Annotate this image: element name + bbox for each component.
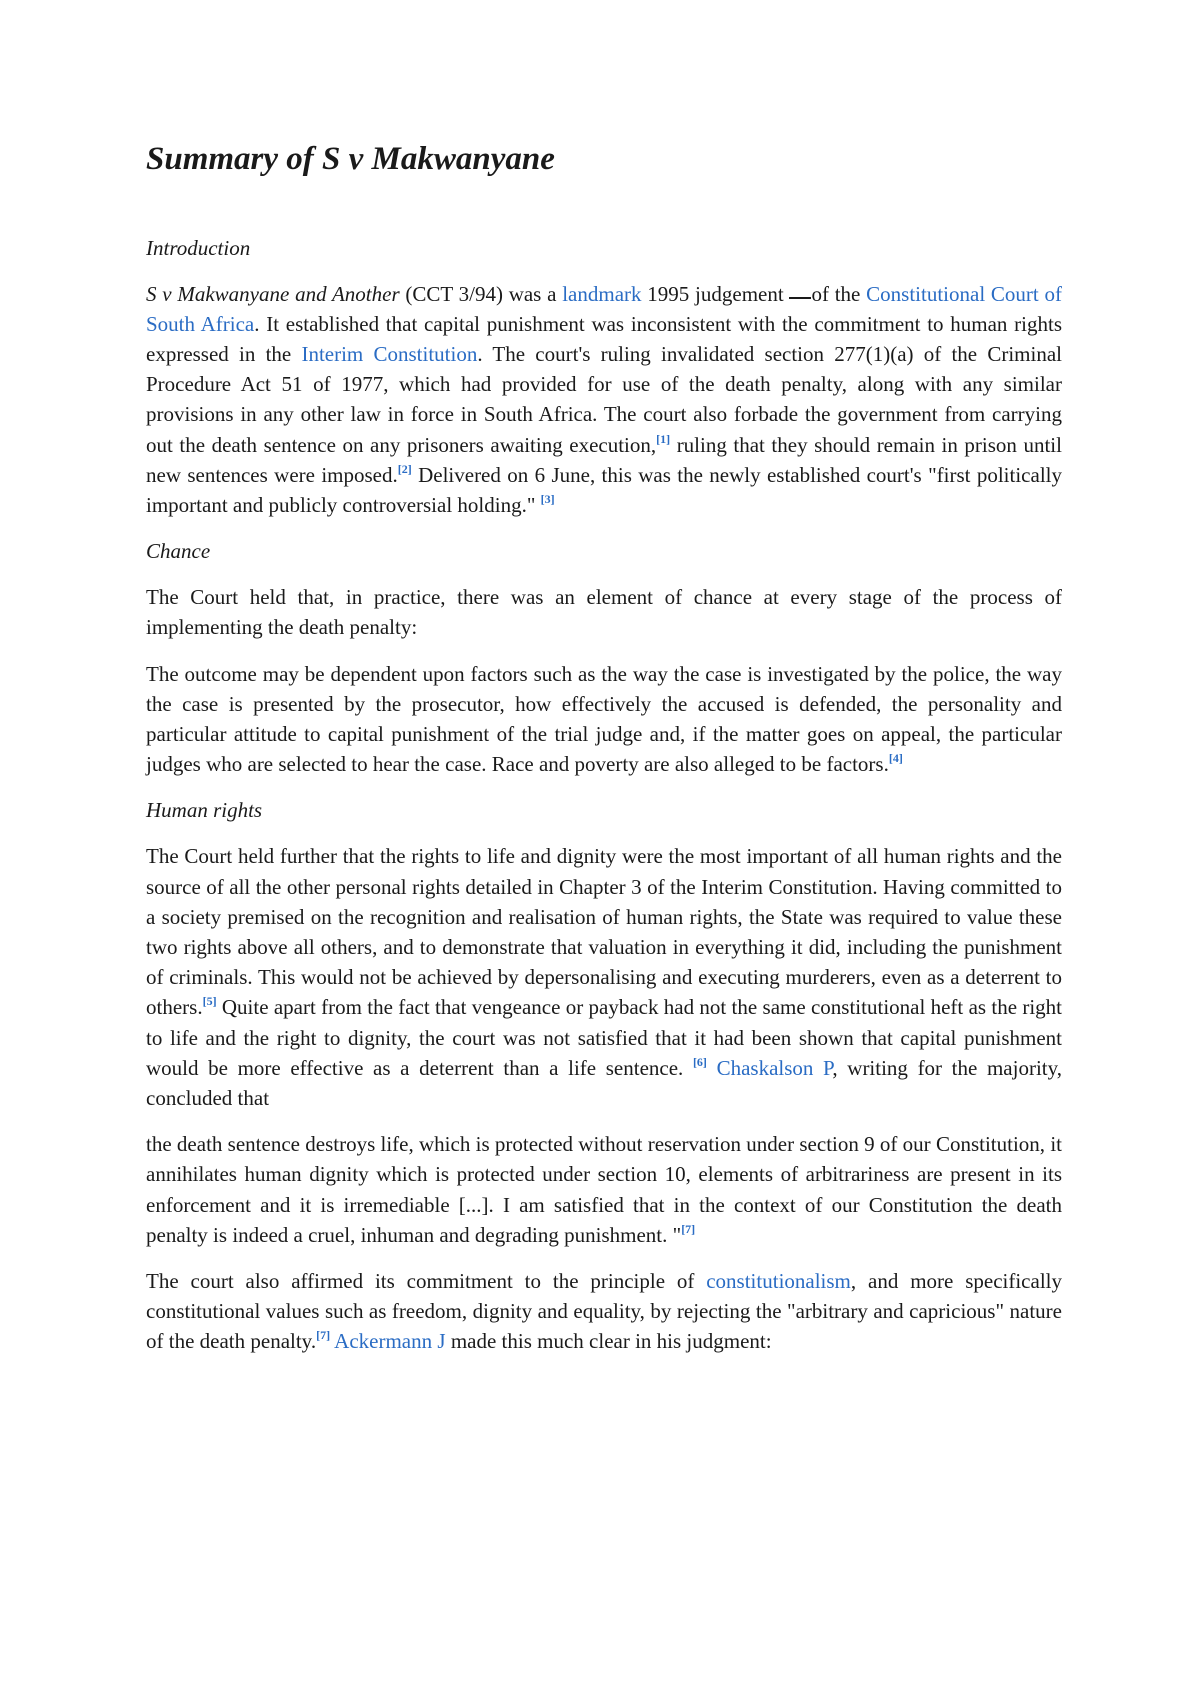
underline-mark <box>789 297 811 299</box>
hr-text-f: made this much clear in his judgment: <box>445 1329 772 1354</box>
chaskalson-quote: the death sentence destroys life, which is protected without reservation under section 9 of our Constitution, it annihilates human dignity which is protected under section 10, elements of arbitrariness are present in its enforcement and it is irremediable [...]. I am satisfied that in the context of our Constitution the death penalty is indeed a cruel, inhuman and degrading punishment. " <box>146 1132 1062 1247</box>
heading-human-rights: Human rights <box>146 798 263 823</box>
ref-6[interactable]: [6] <box>692 1054 707 1069</box>
heading-introduction: Introduction <box>146 235 251 260</box>
intro-text-7: Delivered on 6 June, this was the newly established court's "first politically important and publicly controversial holding." <box>146 462 1062 518</box>
ref-7b[interactable]: [7] <box>316 1328 331 1343</box>
document-title: Summary of S v Makwanyane <box>146 141 555 177</box>
hr-text-a: The Court held further that the rights to life and dignity were the most important of all human rights and the source of all the other personal rights detailed in Chapter 3 of the Interim Constitution. Having committed to a society premised on the recognition and realisation of human rights, the State was required to value these two rights above all others, and to demonstrate that valuation in everything it did, including the punishment of criminals. This would not be achieved by depersonalising and executing murderers, even as a deterrent to others. <box>146 844 1062 1020</box>
heading-chance: Chance <box>146 539 211 564</box>
chance-paragraph-2 <box>146 659 1062 780</box>
human-rights-paragraph-3 <box>146 1266 1062 1357</box>
ref-5[interactable]: [5] <box>202 994 217 1009</box>
ref-3[interactable]: [3] <box>540 492 555 507</box>
intro-paragraph <box>146 279 1062 521</box>
link-chaskalson[interactable]: Chaskalson P <box>716 1055 833 1080</box>
ref-4[interactable]: [4] <box>888 751 903 766</box>
link-ackermann[interactable]: Ackermann J <box>334 1329 446 1354</box>
human-rights-quote <box>146 1129 1062 1250</box>
chance-paragraph-1: The Court held that, in practice, there was an element of chance at every stage of the process of implementing the death penalty: <box>146 585 1062 640</box>
hr-text-b: Quite apart from the fact that vengeance or payback had not the same constitutional heft as the right to life and the right to dignity, the court was not satisfied that it had been shown that capital punishment would be more effective as a deterrent than a life sentence. <box>146 995 1062 1080</box>
link-interim-constitution[interactable]: Interim Constitution <box>301 342 478 366</box>
hr-text-c: , writing for the majority, concluded that <box>146 1055 1063 1111</box>
ref-7a[interactable]: [7] <box>681 1221 696 1236</box>
intro-text-6: ruling that they should remain in prison until new sentences were imposed. <box>146 432 1062 487</box>
intro-text-3: of the <box>811 281 867 306</box>
human-rights-paragraph-1 <box>146 841 1062 1113</box>
intro-text-4: . It established that capital punishment was inconsistent with the commitment to human rights expressed in the <box>146 311 1062 366</box>
intro-text-5: . The court's ruling invalidated section 277(1)(a) of the Criminal Procedure Act 51 of 1977, which had provided for use of the death penalty, along with any similar provisions in any other law in force in South Africa. The court also forbade the government from carrying out the death sentence on any prisoners awaiting execution, <box>146 342 1062 457</box>
document-page <box>146 140 1062 1373</box>
hr-text-d: The court also affirmed its commitment to the principle of <box>146 1269 707 1294</box>
link-constitutional-court[interactable]: Constitutional Court of South Africa <box>146 281 1063 336</box>
link-constitutionalism[interactable]: constitutionalism <box>706 1269 851 1294</box>
intro-text-1: (CCT 3/94) was a <box>399 281 563 306</box>
hr-text-e: , and more specifically constitutional values such as freedom, dignity and equality, by rejecting the "arbitrary and capricious" nature of the death penalty. <box>146 1269 1062 1354</box>
link-landmark[interactable]: landmark <box>562 281 642 306</box>
case-name: S v Makwanyane and Another <box>146 281 400 306</box>
intro-text-2: 1995 judgement <box>641 281 784 306</box>
ref-2[interactable]: [2] <box>397 461 412 476</box>
chance-quote: The outcome may be dependent upon factors such as the way the case is investigated by the police, the way the case is presented by the prosecutor, how effectively the accused is defended, the personality and particular attitude to capital punishment of the trial judge and, if the matter goes on appeal, the particular judges who are selected to hear the case. Race and poverty are also alleged to be factors. <box>146 661 1062 777</box>
ref-1[interactable]: [1] <box>656 431 671 446</box>
